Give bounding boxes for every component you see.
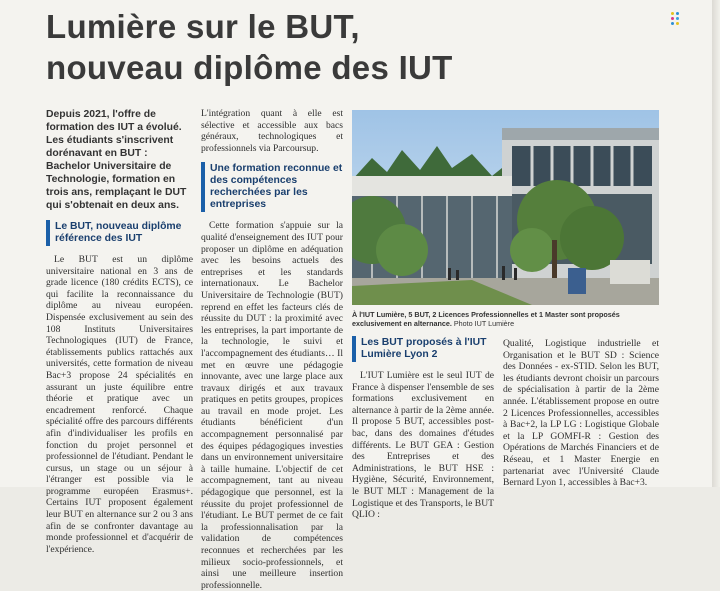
article-intro: Depuis 2021, l'offre de formation des IUT a évolué. Les étudiants s'inscrivent dorénavant en BUT : Bachelor Universitaire de Technologie, formation en trois ans, remplaçant le DUT qui s'obtenait en deux ans.: [46, 109, 187, 211]
headline-line-2: nouveau diplôme des IUT: [46, 49, 453, 86]
paragraph: Le BUT est un diplôme universitaire national en 3 ans de grade licence (180 crédits ECTS), ce qui facilite la reconnaissance du diplôme au niveau européen. Dispensée exclusivement au sein des 108 Instituts Universitaires Technologiques (IUT) de France, établissements publics rattachés aux universités, cette formation de niveau Bac+3 propose 24 spécialités en assurant un juste équilibre entre théorie et pratique avec un encadrement renforcé. Chaque spécialité offre des parcours différents afin d'individualiser les profils en fonction du projet personnel et professionnel de l'étudiant. Pendant le cursus, un stage ou un séjour à l'étranger est possible via le programme européen Erasmus+. Certains IUT proposent également leur BUT en alternance sur 2 ou 3 ans afin de se confronter davantage au monde professionnel et d'acquérir de l'expérience.: [46, 254, 193, 555]
section-heading-iut-lumiere: Les BUT proposés à l'IUT Lumière Lyon 2: [352, 336, 494, 362]
paragraph: Cette formation s'appuie sur la qualité d'enseignement des IUT pour proposer un diplôme en adéquation avec les besoins actuels des entreprises et les standards internationaux. Le Bachelor Universitaire de Technologie (BUT) reprend en effet les facteurs clés de réussite du DUT : la proximité avec les entreprises, la part importante de la technologie, le suivi et l'accompagnement des étudiants… Il met en œuvre une pédagogie innovante, avec une large place aux travaux dirigés et aux travaux pratiques en petits groupes, propices au travail en mode projet. Les étudiants bénéficient d'un accompagnement personnalisé par des équipes pédagogiques investies dans un environnement universitaire à taille humaine. L'objectif de cet accompagnement, tant au niveau pédagogique que personnel, est la réussite du projet professionnel de l'étudiant. Le BUT permet de ce fait la professionnalisation par la validation de compétences reconnues et recherchées par les milieux socio-professionnels, et ainsi une meilleure insertion professionnelle.: [201, 220, 343, 591]
paragraph: L'IUT Lumière est le seul IUT de France à dispenser l'ensemble de ses formations exclusivement en alternance à partir de la 2ème année. Il propose 5 BUT, accessibles post-bac, dans des domaines d'études différents. Le BUT GEA : Gestion des Entreprises et des Administrations, le BUT HSE : Hygiène, Sécurité, Environnement, le BUT MLT : Management de la Logistique et des Transports, le BUT QLIO :: [352, 370, 494, 521]
section-heading-but: Le BUT, nouveau diplôme référence des IUT: [46, 220, 193, 246]
section-body-but: [46, 254, 193, 555]
headline-line-1: Lumière sur le BUT,: [46, 8, 360, 45]
caption-text: À l'IUT Lumière, 5 BUT, 2 Licences Professionnelles et 1 Master sont proposés exclusivement en alternance.: [352, 310, 620, 328]
paragraph: L'intégration quant à elle est sélective et accessible aux bacs généraux, technologiques et professionnels via Parcoursup.: [201, 108, 343, 154]
section-body-iut-lumiere: [352, 370, 494, 521]
section-body-formation: [201, 220, 343, 591]
integration-paragraph: [201, 108, 343, 154]
campus-photo: [352, 110, 659, 305]
section-heading-formation: Une formation reconnue et des compétences recherchées par les entreprises: [201, 162, 343, 212]
column-2: [201, 108, 343, 591]
column-1: [46, 108, 193, 555]
column-3: [352, 330, 494, 521]
campus-building-image: [352, 110, 659, 305]
column-4: [503, 338, 659, 489]
photo-credit: Photo IUT Lumière: [453, 319, 515, 328]
page-edge: [712, 0, 720, 487]
color-dots-icon: [671, 12, 683, 26]
article-headline: [46, 6, 666, 88]
photo-caption: [352, 310, 659, 328]
section-body-continued: [503, 338, 659, 489]
paragraph: Qualité, Logistique industrielle et Organisation et le BUT SD : Science des Données - ex-STID. Selon les BUT, les étudiants devront choisir un parcours de spécialisation à partir de la 2ème année. L'établissement propose en outre 2 Licences Professionnelles, accessibles à Bac+2, la LP LG : Logistique Globale et la LP GOMFI-R : Gestion des Opérations de Marchés Financiers et de Réseau, et 1 Master Energie en partenariat avec l'Université Claude Bernard Lyon 1, accessibles à Bac+3.: [503, 338, 659, 489]
